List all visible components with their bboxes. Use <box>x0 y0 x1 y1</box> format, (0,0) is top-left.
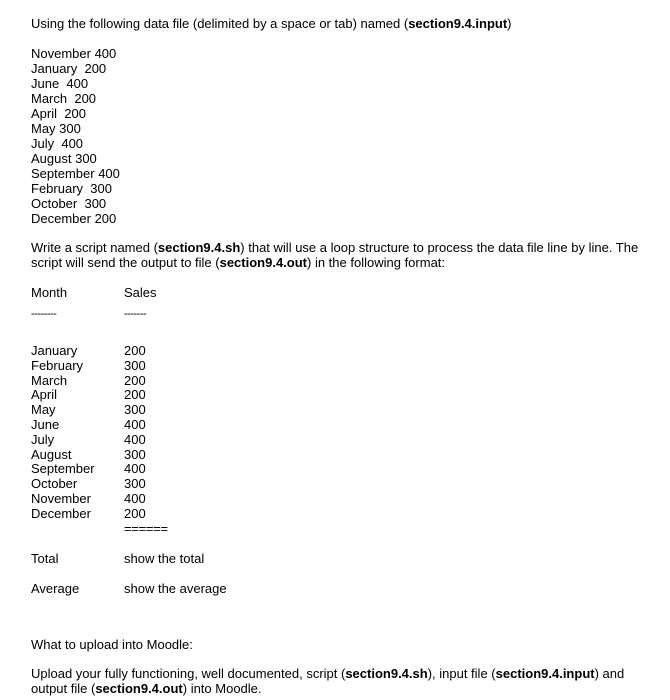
month-cell: July <box>31 431 55 447</box>
script-filename: section9.4.sh <box>345 665 428 681</box>
sales-cell: 400 <box>124 461 146 477</box>
input-filename: section9.4.input <box>495 665 595 681</box>
output-filename: section9.4.out <box>219 255 308 270</box>
input-line: October 300 <box>31 196 107 211</box>
table-row <box>31 476 651 491</box>
output-filename: section9.4.out <box>95 680 183 696</box>
input-line: November 400 <box>31 46 117 61</box>
month-cell: April <box>31 387 58 403</box>
table-row <box>31 491 651 506</box>
upload-text: ), input file ( <box>427 665 496 681</box>
month-cell: December <box>31 505 91 521</box>
month-header: Month <box>31 285 68 300</box>
table-row <box>31 447 651 462</box>
table-row <box>31 506 651 521</box>
input-line: July 400 <box>31 136 84 151</box>
assignment-document <box>31 16 651 696</box>
table-row <box>31 417 651 432</box>
total-row <box>31 551 651 566</box>
table-row <box>31 461 651 476</box>
month-cell: November <box>31 490 91 506</box>
input-line: February 300 <box>31 181 112 196</box>
total-value: show the total <box>124 550 205 566</box>
month-cell: October <box>31 476 78 492</box>
table-row <box>31 358 651 373</box>
average-value: show the average <box>124 580 227 596</box>
input-line: January 200 <box>31 61 107 76</box>
intro-text: Using the following data file (delimited by a space or tab) named ( <box>31 16 409 31</box>
sales-cell: 300 <box>124 476 146 492</box>
sales-cell: 400 <box>124 416 146 432</box>
task-text: ) in the following format: <box>307 255 446 270</box>
task-text: Write a script named ( <box>31 240 158 255</box>
sales-header: Sales <box>124 285 157 300</box>
upload-text: ) into Moodle. <box>182 680 262 696</box>
input-filename: section9.4.input <box>408 16 508 31</box>
header-dashes <box>31 307 651 322</box>
upload-heading: What to upload into Moodle: <box>31 636 193 652</box>
equals-separator-row <box>31 521 651 536</box>
average-row <box>31 581 651 596</box>
intro-paragraph <box>31 16 651 31</box>
sales-cell: 300 <box>124 357 146 373</box>
month-cell: August <box>31 446 72 462</box>
output-table-header <box>31 285 651 300</box>
total-label: Total <box>31 550 59 566</box>
script-filename: section9.4.sh <box>157 240 241 255</box>
month-cell: September <box>31 461 95 477</box>
average-label: Average <box>31 580 80 596</box>
table-row <box>31 402 651 417</box>
input-line: June 400 <box>31 76 89 91</box>
table-row <box>31 343 651 358</box>
sales-cell: 200 <box>124 343 146 358</box>
table-row <box>31 432 651 447</box>
month-cell: February <box>31 357 84 373</box>
table-row <box>31 387 651 402</box>
input-data-list <box>31 46 651 226</box>
month-cell: May <box>31 402 56 418</box>
upload-paragraph <box>31 666 631 696</box>
upload-text: ) and output file ( <box>31 665 625 696</box>
task-paragraph <box>31 240 643 270</box>
sales-dashes: ------- <box>124 308 147 320</box>
sales-cell: 300 <box>124 446 146 462</box>
sales-cell: 300 <box>124 402 146 418</box>
month-cell: June <box>31 416 60 432</box>
input-line: May 300 <box>31 121 81 136</box>
input-line: August 300 <box>31 151 97 166</box>
month-cell: March <box>31 372 68 388</box>
table-row <box>31 373 651 388</box>
equals-separator: ====== <box>124 520 168 536</box>
sales-cell: 400 <box>124 431 146 447</box>
input-line: December 200 <box>31 211 117 226</box>
sales-cell: 200 <box>124 372 146 388</box>
input-line: September 400 <box>31 166 120 181</box>
output-table-rows <box>31 343 651 521</box>
input-line: April 200 <box>31 106 86 121</box>
intro-text-end: ) <box>507 16 512 31</box>
sales-cell: 200 <box>124 505 146 521</box>
month-dashes: -------- <box>31 308 57 320</box>
sales-cell: 400 <box>124 490 146 506</box>
input-line: March 200 <box>31 91 97 106</box>
sales-cell: 200 <box>124 387 146 403</box>
month-cell: January <box>31 343 78 358</box>
task-text: ) that will use a loop structure to process the data file line by line. The script will send the output to file ( <box>31 240 639 270</box>
upload-text: Upload your fully functioning, well documented, script ( <box>31 665 346 681</box>
